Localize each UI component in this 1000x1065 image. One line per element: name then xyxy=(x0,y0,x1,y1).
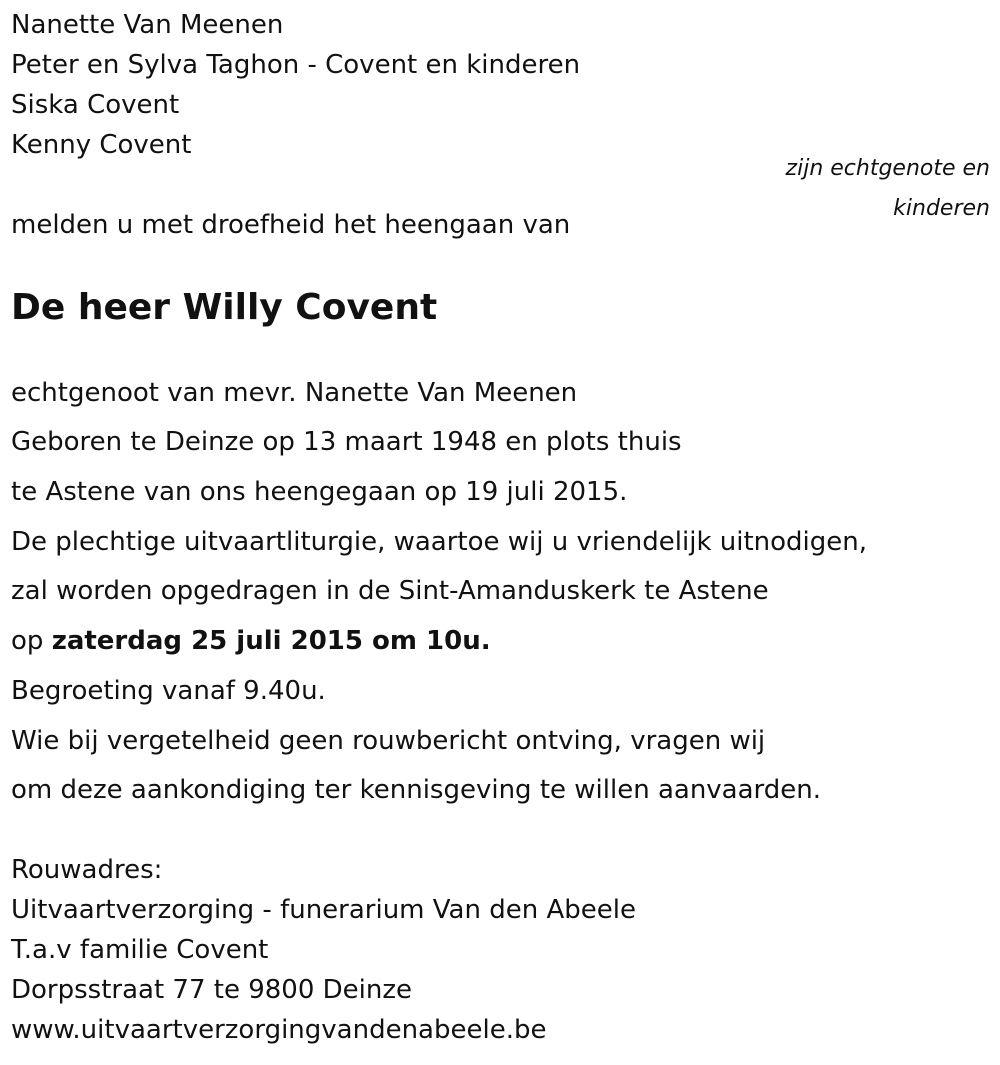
relation-line-1: zijn echtgenote en xyxy=(785,156,990,181)
liturgy-line: De plechtige uitvaartliturgie, waartoe wij u vriendelijk uitnodigen, xyxy=(11,527,868,557)
church-line: zal worden opgedragen in de Sint-Amanduskerk te Astene xyxy=(11,576,769,606)
deceased-name: De heer Willy Covent xyxy=(11,287,438,328)
address-heading: Rouwadres: xyxy=(11,855,163,885)
mourner-4: Kenny Covent xyxy=(11,130,192,160)
address-org: Uitvaartverzorging - funerarium Van den Abeele xyxy=(11,895,636,925)
mourner-1: Nanette Van Meenen xyxy=(11,10,284,40)
greeting-line: Begroeting vanaf 9.40u. xyxy=(11,676,326,706)
mourner-3: Siska Covent xyxy=(11,90,180,120)
notice-line-1: Wie bij vergetelheid geen rouwbericht ontving, vragen wij xyxy=(11,726,766,756)
passed-line: te Astene van ons heengegaan op 19 juli 2015. xyxy=(11,477,628,507)
spouse-line: echtgenoot van mevr. Nanette Van Meenen xyxy=(11,378,578,408)
funeral-date: zaterdag 25 juli 2015 om 10u. xyxy=(51,626,491,656)
notice-line-2: om deze aankondiging ter kennisgeving te willen aanvaarden. xyxy=(11,775,822,805)
born-line: Geboren te Deinze op 13 maart 1948 en plots thuis xyxy=(11,427,682,457)
date-prefix: op xyxy=(11,626,52,656)
mourner-2: Peter en Sylva Taghon - Covent en kinderen xyxy=(11,50,581,80)
website-link[interactable]: www.uitvaartverzorgingvandenabeele.be xyxy=(11,1015,547,1045)
funeral-date-line xyxy=(11,626,491,656)
announce-line: melden u met droefheid het heengaan van xyxy=(11,210,571,240)
address-attn: T.a.v familie Covent xyxy=(11,935,269,965)
relation-line-2: kinderen xyxy=(893,196,990,221)
address-street: Dorpsstraat 77 te 9800 Deinze xyxy=(11,975,413,1005)
